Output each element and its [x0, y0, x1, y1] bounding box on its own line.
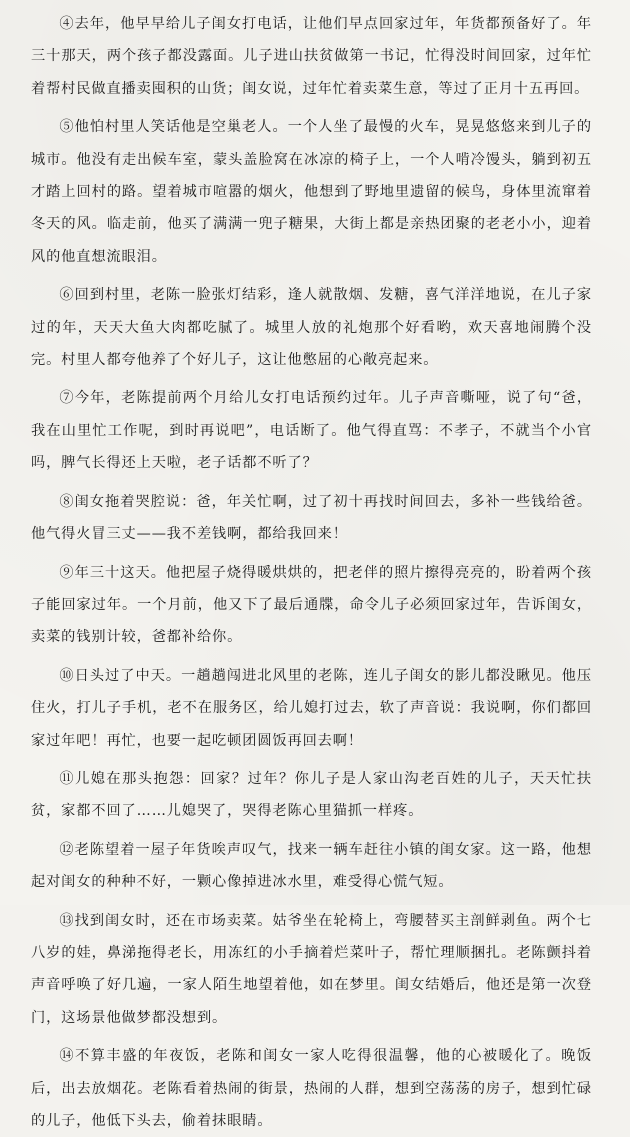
paragraph-7: ⑦今年，老陈提前两个月给儿女打电话预约过年。儿子声音嘶哑，说了句“爸，我在山里忙工作呢，到时再说吧”，电话断了。他气得直骂：不孝子，不就当个小官吗，脾气长得还上天啦，老子话都不听了？	[31, 390, 592, 472]
paragraph-6: ⑥回到村里，老陈一脸张灯结彩，逢人就散烟、发糖，喜气洋洋地说，在儿子家过的年，天天大鱼大肉都吃腻了。城里人放的礼炮那个好看哟，欢天喜地闹腾个没完。村里人都夸他养了个好儿子，这让他憋屈的心敞亮起来。	[31, 287, 592, 369]
paragraph-14: ⑭不算丰盛的年夜饭，老陈和闺女一家人吃得很温馨，他的心被暖化了。晚饭后，出去放烟花。老陈看着热闹的街景，热闹的人群，想到空荡荡的房子，想到忙碌的儿子，他低下头去，偷着抹眼睛。	[31, 1048, 592, 1129]
paragraph-10: ⑩日头过了中天。一趟趟闯进北风里的老陈，连儿子闺女的影儿都没瞅见。他压住火，打儿子手机，老不在服务区，给儿媳打过去，软了声音说：我说啊，你们都回家过年吧！再忙，也要一起吃顿团圆饭再回去啊！	[31, 667, 592, 749]
paragraph-8: ⑧闺女拖着哭腔说：爸，年关忙啊，过了初十再找时间回去，多补一些钱给爸。他气得火冒三丈——我不差钱啊，都给我回来！	[31, 493, 592, 543]
paragraph-5: ⑤他怕村里人笑话他是空巢老人。一个人坐了最慢的火车，晃晃悠悠来到儿子的城市。他没有走出候车室，蒙头盖脸窝在冰凉的椅子上，一个人啃冷馒头，躺到初五才踏上回村的路。望着城市喧嚣的烟火，他想到了野地里遗留的候鸟，身体里流窜着冬天的风。临走前，他买了满满一兜子糖果，大街上都是亲热团聚的老老小小，迎着风的他直想流眼泪。	[31, 119, 592, 265]
paragraph-11: ⑪儿媳在那头抱怨：回家？过年？你儿子是人家山沟老百姓的儿子，天天忙扶贫，家都不回了……儿媳哭了，哭得老陈心里猫抓一样疼。	[31, 770, 592, 820]
paragraph-4: ④去年，他早早给儿子闺女打电话，让他们早点回家过年，年货都预备好了。年三十那天，两个孩子都没露面。儿子进山扶贫做第一书记，忙得没时间回家，过年忙着帮村民做直播卖囤积的山货；闺女说，过年忙着卖菜生意，等过了正月十五再回。	[31, 16, 592, 97]
paragraph-9: ⑨年三十这天。他把屋子烧得暖烘烘的，把老伴的照片擦得亮亮的，盼着两个孩子能回家过年。一个月前，他又下了最后通牒，命令儿子必须回家过年，告诉闺女，卖菜的钱别计较，爸都补给你。	[31, 564, 592, 646]
paragraph-12: ⑫老陈望着一屋子年货唉声叹气，找来一辆车赶往小镇的闺女家。这一路，他想起对闺女的种种不好，一颗心像掉进冰水里，难受得心慌气短。	[31, 841, 592, 891]
paragraph-13: ⑬找到闺女时，还在市场卖菜。姑爷坐在轮椅上，弯腰替买主剖鲜剥鱼。两个七八岁的娃，鼻涕拖得老长，用冻红的小手摘着烂菜叶子，帮忙理顺捆扎。老陈颤抖着声音呼唤了好几遍，一家人陌生地望着他，如在梦里。闺女结婚后，他还是第一次登门，这场景他做梦都没想到。	[31, 912, 592, 1026]
